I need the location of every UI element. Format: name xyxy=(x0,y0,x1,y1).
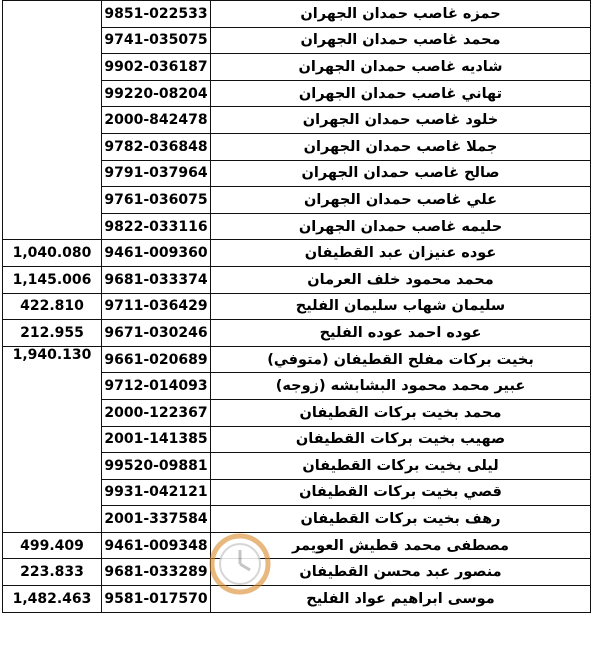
number-cell: 9681-033289 xyxy=(102,559,211,586)
number-cell: 9661-020689 xyxy=(102,346,211,373)
table-row xyxy=(3,320,591,347)
name-cell: سليمان شهاب سليمان الفليح xyxy=(211,293,591,320)
number-cell: 9931-042121 xyxy=(102,479,211,506)
number-cell: 2000-122367 xyxy=(102,399,211,426)
name-cell: حليمه غاصب حمدان الجهران xyxy=(211,213,591,240)
name-cell: تهاني غاصب حمدان الجهران xyxy=(211,80,591,107)
name-cell: خلود غاصب حمدان الجهران xyxy=(211,107,591,134)
number-cell: 9851-022533 xyxy=(102,1,211,28)
name-cell: عوده احمد عوده الفليح xyxy=(211,320,591,347)
name-cell: قصي بخيت بركات القطيفان xyxy=(211,479,591,506)
amount-cell: 212.955 xyxy=(3,320,102,347)
name-cell: صهيب بخيت بركات القطيفان xyxy=(211,426,591,453)
name-cell: عبير محمد محمود البشابشه (زوجه) xyxy=(211,373,591,400)
number-cell: 9671-030246 xyxy=(102,320,211,347)
table-row xyxy=(3,293,591,320)
table-row xyxy=(3,532,591,559)
number-cell: 99220-08204 xyxy=(102,80,211,107)
name-cell: رهف بخيت بركات القطيفان xyxy=(211,506,591,533)
number-cell: 9791-037964 xyxy=(102,160,211,187)
name-cell: محمد بخيت بركات القطيفان xyxy=(211,399,591,426)
amount-cell: 223.833 xyxy=(3,559,102,586)
name-cell: جملا غاصب حمدان الجهران xyxy=(211,133,591,160)
name-cell: علي غاصب حمدان الجهران xyxy=(211,187,591,214)
amount-cell: 1,482.463 xyxy=(3,586,102,613)
clock-watermark-logo-icon xyxy=(200,524,280,604)
amount-cell: 1,145.006 xyxy=(3,266,102,293)
beneficiaries-table xyxy=(2,0,591,613)
amount-cell: 422.810 xyxy=(3,293,102,320)
amount-cell: 1,940.130 xyxy=(3,346,102,532)
name-cell: محمد غاصب حمدان الجهران xyxy=(211,27,591,54)
number-cell: 9741-035075 xyxy=(102,27,211,54)
number-cell: 9681-033374 xyxy=(102,266,211,293)
name-cell: منصور عبد محسن القطيفان xyxy=(211,559,591,586)
table-row xyxy=(3,346,591,373)
amount-cell: 499.409 xyxy=(3,532,102,559)
amount-cell xyxy=(3,1,102,240)
table-body xyxy=(3,1,591,613)
table-row xyxy=(3,586,591,613)
name-cell: صالح غاصب حمدان الجهران xyxy=(211,160,591,187)
table-row xyxy=(3,1,591,28)
amount-cell: 1,040.080 xyxy=(3,240,102,267)
number-cell: 2001-337584 xyxy=(102,506,211,533)
number-cell: 9902-036187 xyxy=(102,54,211,81)
number-cell: 2000-842478 xyxy=(102,107,211,134)
number-cell: 9822-033116 xyxy=(102,213,211,240)
name-cell: محمد محمود خلف العرمان xyxy=(211,266,591,293)
name-cell: مصطفى محمد قطيش العويمر xyxy=(211,532,591,559)
table-row xyxy=(3,240,591,267)
number-cell: 9782-036848 xyxy=(102,133,211,160)
number-cell: 9581-017570 xyxy=(102,586,211,613)
number-cell: 9712-014093 xyxy=(102,373,211,400)
number-cell: 2001-141385 xyxy=(102,426,211,453)
number-cell: 9461-009360 xyxy=(102,240,211,267)
name-cell: ليلى بخيت بركات القطيفان xyxy=(211,453,591,480)
number-cell: 9711-036429 xyxy=(102,293,211,320)
name-cell: موسى ابراهيم عواد الفليح xyxy=(211,586,591,613)
number-cell: 99520-09881 xyxy=(102,453,211,480)
table-row xyxy=(3,559,591,586)
table-row xyxy=(3,266,591,293)
name-cell: شاديه غاصب حمدان الجهران xyxy=(211,54,591,81)
name-cell: بخيت بركات مفلح القطيفان (متوفي) xyxy=(211,346,591,373)
number-cell: 9761-036075 xyxy=(102,187,211,214)
name-cell: حمزه غاصب حمدان الجهران xyxy=(211,1,591,28)
name-cell: عوده عنيزان عبد القطيفان xyxy=(211,240,591,267)
number-cell: 9461-009348 xyxy=(102,532,211,559)
